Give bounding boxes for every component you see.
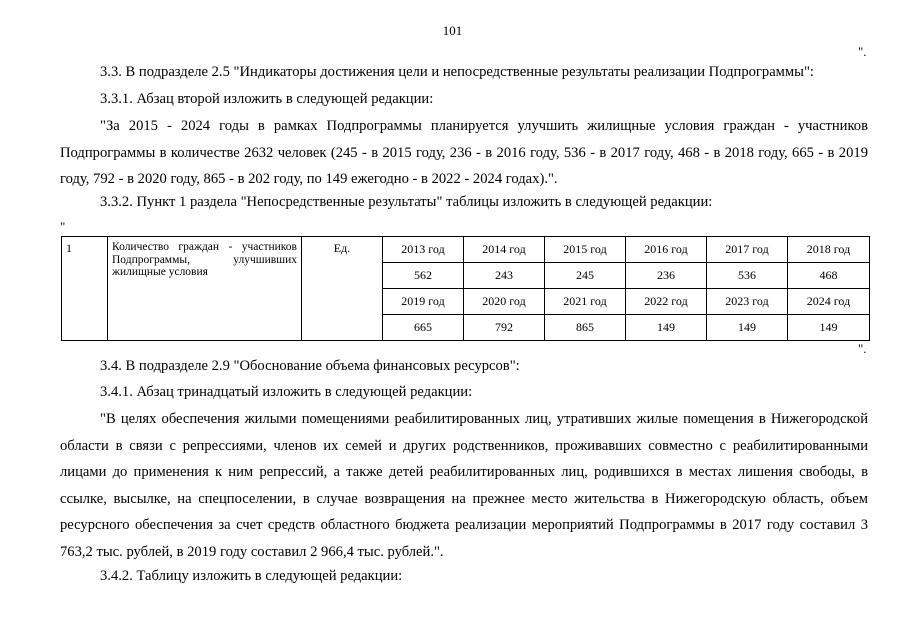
year-cell: 2016 год — [626, 237, 707, 263]
paragraph-3-4-2: 3.4.2. Таблицу изложить в следующей редакции: — [100, 568, 403, 584]
value-cell: 149 — [626, 315, 707, 341]
year-cell: 2019 год — [383, 289, 464, 315]
year-cell: 2020 год — [464, 289, 545, 315]
year-cell: 2015 год — [545, 237, 626, 263]
value-cell: 243 — [464, 263, 545, 289]
value-cell: 236 — [626, 263, 707, 289]
value-cell: 865 — [545, 315, 626, 341]
year-cell: 2013 год — [383, 237, 464, 263]
year-cell: 2022 год — [626, 289, 707, 315]
paragraph-3-4: 3.4. В подразделе 2.9 "Обоснование объема финансовых ресурсов": — [100, 358, 520, 374]
value-cell: 468 — [788, 263, 870, 289]
value-cell: 536 — [707, 263, 788, 289]
quoted-paragraph-funding: "В целях обеспечения жилыми помещениями реабилитированных лиц, утративших жилые помещения в Нижегородской области в связи с репрессиями, членов их семей и других родственников, проживавших совместно с реабилитированными лицами до применения к ним репрессий, а также детей реабилитированных лиц, родившихся в местах лишения свободы, в ссылке, высылке, на спецпоселении, в случае возвращения на прежнее место жительства в Нижегородскую область, объем ресурсного обеспечения за счет средств областного бюджета реализации мероприятий Подпрограммы в 2017 году составил 3 763,2 тыс. рублей, в 2019 году составил 2 966,4 тыс. рублей.". — [60, 411, 868, 560]
quoted-paragraph-housing: "За 2015 - 2024 годы в рамках Подпрограммы планируется улучшить жилищные условия граждан - участников Подпрограммы в количестве 2632 человек (245 - в 2015 году, 236 - в 2016 году, 536 - в 2017 году, 468 - в 2018 году, 665 - в 2019 году, 792 - в 2020 году, 865 - в 202 году, по 149 ежегодно - в 2022 - 2024 годах).". — [60, 118, 868, 188]
value-cell: 562 — [383, 263, 464, 289]
value-cell: 149 — [788, 315, 870, 341]
value-cell: 792 — [464, 315, 545, 341]
closing-quote-mark: ". — [858, 44, 867, 59]
year-cell: 2021 год — [545, 289, 626, 315]
table-row — [62, 237, 870, 263]
year-cell: 2018 год — [788, 237, 870, 263]
page-number: 101 — [442, 23, 463, 38]
indicator-name: Количество граждан - участников Подпрограммы, улучшивших жилищные условия — [108, 237, 302, 341]
paragraph-3-3-1: 3.3.1. Абзац второй изложить в следующей редакции: — [100, 91, 434, 107]
unit-cell: Ед. — [302, 237, 383, 341]
value-cell: 149 — [707, 315, 788, 341]
year-cell: 2017 год — [707, 237, 788, 263]
closing-quote-mark: ". — [858, 341, 867, 356]
paragraph-3-3-2: 3.3.2. Пункт 1 раздела "Непосредственные результаты" таблицы изложить в следующей редакции: — [100, 194, 713, 210]
year-cell: 2014 год — [464, 237, 545, 263]
paragraph-3-4-1: 3.4.1. Абзац тринадцатый изложить в следующей редакции: — [100, 384, 473, 400]
indicator-table — [61, 236, 870, 341]
value-cell: 245 — [545, 263, 626, 289]
paragraph-3-3: 3.3. В подразделе 2.5 "Индикаторы достижения цели и непосредственные результаты реализации Подпрограммы": — [100, 64, 814, 80]
row-number: 1 — [62, 237, 108, 341]
value-cell: 665 — [383, 315, 464, 341]
year-cell: 2024 год — [788, 289, 870, 315]
opening-quote-mark: " — [60, 219, 66, 234]
year-cell: 2023 год — [707, 289, 788, 315]
